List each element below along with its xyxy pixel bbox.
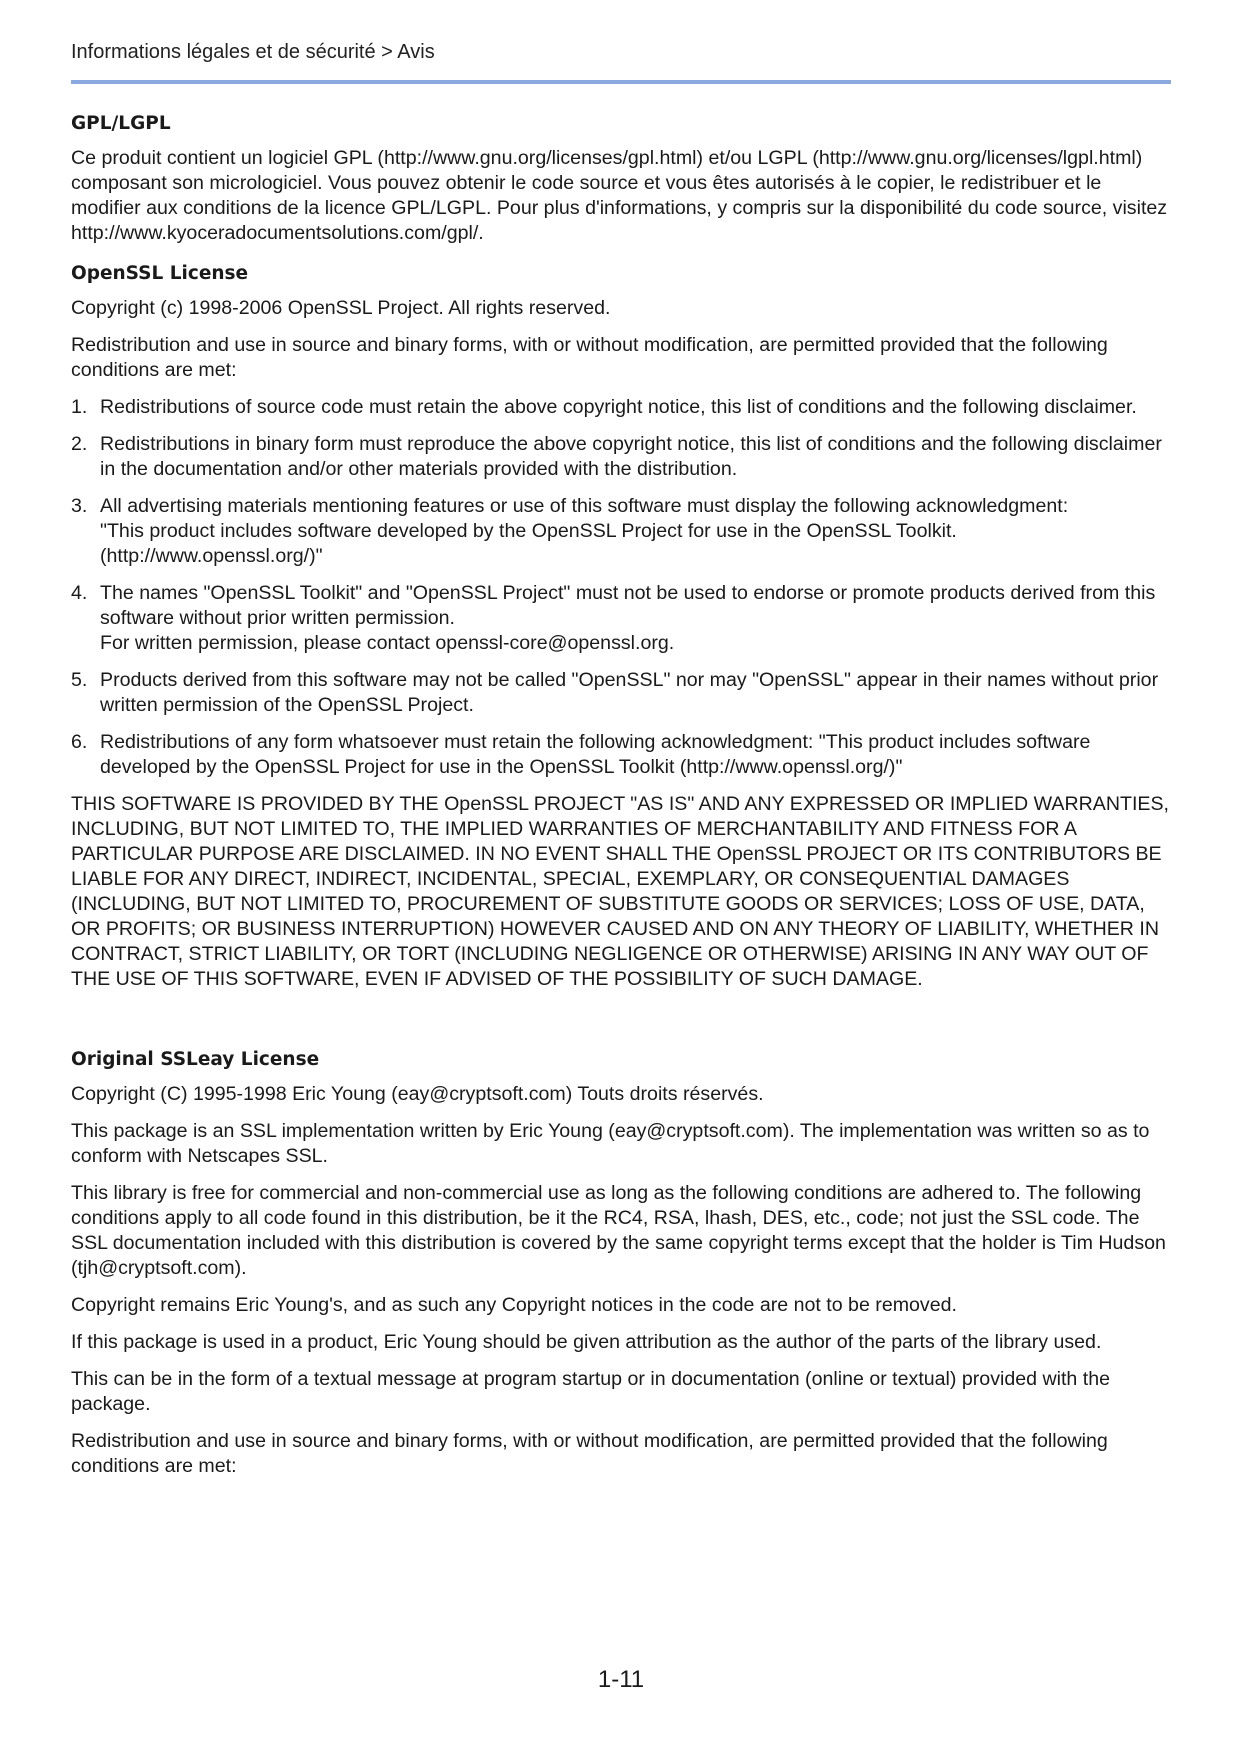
- ssleay-copyright: Copyright (C) 1995-1998 Eric Young (eay@cryptsoft.com) Touts droits réservés.: [71, 1083, 764, 1105]
- list-item: [71, 432, 1171, 482]
- list-item-text: Redistributions in binary form must reproduce the above copyright notice, this list of conditions and the following disclaimer in the documentation and/or other materials provided with the distribution.: [100, 433, 1162, 480]
- page-content: [71, 112, 1171, 1491]
- list-item-text: For written permission, please contact openssl-core@openssl.org.: [100, 632, 675, 654]
- list-item: [71, 494, 1171, 569]
- ssleay-paragraph: Redistribution and use in source and binary forms, with or without modification, are permitted provided that the following conditions are met:: [71, 1430, 1108, 1477]
- list-item: [71, 581, 1171, 656]
- list-item-text: "This product includes software developed by the OpenSSL Project for use in the OpenSSL Toolkit. (http://www.openssl.org/)": [100, 520, 957, 567]
- list-item-number: 3.: [71, 495, 88, 517]
- document-page: [71, 0, 1171, 1755]
- openssl-conditions-list: [71, 395, 1171, 780]
- list-item-text: Products derived from this software may not be called "OpenSSL" nor may "OpenSSL" appear in their names without prior written permission of the OpenSSL Project.: [100, 669, 1159, 716]
- list-item-text: Redistributions of source code must retain the above copyright notice, this list of conditions and the following disclaimer.: [100, 396, 1137, 418]
- list-item-number: 4.: [71, 582, 88, 604]
- openssl-intro: Redistribution and use in source and binary forms, with or without modification, are permitted provided that the following conditions are met:: [71, 334, 1108, 381]
- page-number: 1-11: [597, 1666, 645, 1693]
- gpl-paragraph: Ce produit contient un logiciel GPL (http://www.gnu.org/licenses/gpl.html) et/ou LGPL (http://www.gnu.org/licenses/lgpl.html) composant son micrologiciel. Vous pouvez obtenir le code source et vous êtes autorisés à le copier, le redistribuer et le modifier aux conditions de la licence GPL/LGPL. Pour plus d'informations, y compris sur la disponibilité du code source, visitez http://www.kyoceradocumentsolutions.com/gpl/.: [71, 147, 1168, 244]
- list-item-text: The names "OpenSSL Toolkit" and "OpenSSL Project" must not be used to endorse or promote products derived from this software without prior written permission.: [100, 582, 1156, 629]
- ssleay-paragraph: This can be in the form of a textual message at program startup or in documentation (online or textual) provided with the package.: [71, 1368, 1111, 1415]
- openssl-copyright: Copyright (c) 1998-2006 OpenSSL Project. All rights reserved.: [71, 297, 611, 319]
- list-item-text: All advertising materials mentioning features or use of this software must display the following acknowledgment:: [100, 495, 1069, 517]
- ssleay-paragraph: Copyright remains Eric Young's, and as such any Copyright notices in the code are not to be removed.: [71, 1294, 957, 1316]
- list-item-number: 5.: [71, 669, 88, 691]
- ssleay-paragraph: This library is free for commercial and non-commercial use as long as the following conditions are adhered to. The following conditions apply to all code found in this distribution, be it the RC4, RSA, lhash, DES, etc., code; not just the SSL code. The SSL documentation included with this distribution is covered by the same copyright terms except that the holder is Tim Hudson (tjh@cryptsoft.com).: [71, 1182, 1166, 1279]
- section-spacer: [71, 1004, 1171, 1048]
- list-item-number: 2.: [71, 433, 88, 455]
- gpl-section-title: GPL/LGPL: [71, 113, 171, 134]
- ssleay-paragraph: This package is an SSL implementation written by Eric Young (eay@cryptsoft.com). The implementation was written so as to conform with Netscapes SSL.: [71, 1120, 1150, 1167]
- list-item-number: 6.: [71, 731, 88, 753]
- list-item: [71, 730, 1171, 780]
- list-item: [71, 668, 1171, 718]
- openssl-section-title: OpenSSL License: [71, 263, 249, 284]
- list-item: [71, 395, 1171, 420]
- list-item-text: Redistributions of any form whatsoever must retain the following acknowledgment: "This product includes software developed by the OpenSSL Project for use in the OpenSSL Toolkit (http://www.openssl.org/)": [100, 731, 1091, 778]
- ssleay-section-title: Original SSLeay License: [71, 1049, 320, 1070]
- ssleay-paragraph: If this package is used in a product, Eric Young should be given attribution as the author of the parts of the library used.: [71, 1331, 1102, 1353]
- header-divider: [71, 80, 1171, 84]
- openssl-disclaimer: THIS SOFTWARE IS PROVIDED BY THE OpenSSL PROJECT "AS IS" AND ANY EXPRESSED OR IMPLIED WARRANTIES, INCLUDING, BUT NOT LIMITED TO, THE IMPLIED WARRANTIES OF MERCHANTABILITY AND FITNESS FOR A PARTICULAR PURPOSE ARE DISCLAIMED. IN NO EVENT SHALL THE OpenSSL PROJECT OR ITS CONTRIBUTORS BE LIABLE FOR ANY DIRECT, INDIRECT, INCIDENTAL, SPECIAL, EXEMPLARY, OR CONSEQUENTIAL DAMAGES (INCLUDING, BUT NOT LIMITED TO, PROCUREMENT OF SUBSTITUTE GOODS OR SERVICES; LOSS OF USE, DATA, OR PROFITS; OR BUSINESS INTERRUPTION) HOWEVER CAUSED AND ON ANY THEORY OF LIABILITY, WHETHER IN CONTRACT, STRICT LIABILITY, OR TORT (INCLUDING NEGLIGENCE OR OTHERWISE) ARISING IN ANY WAY OUT OF THE USE OF THIS SOFTWARE, EVEN IF ADVISED OF THE POSSIBILITY OF SUCH DAMAGE.: [71, 793, 1170, 990]
- breadcrumb: Informations légales et de sécurité > Avis: [71, 41, 435, 63]
- list-item-number: 1.: [71, 396, 88, 418]
